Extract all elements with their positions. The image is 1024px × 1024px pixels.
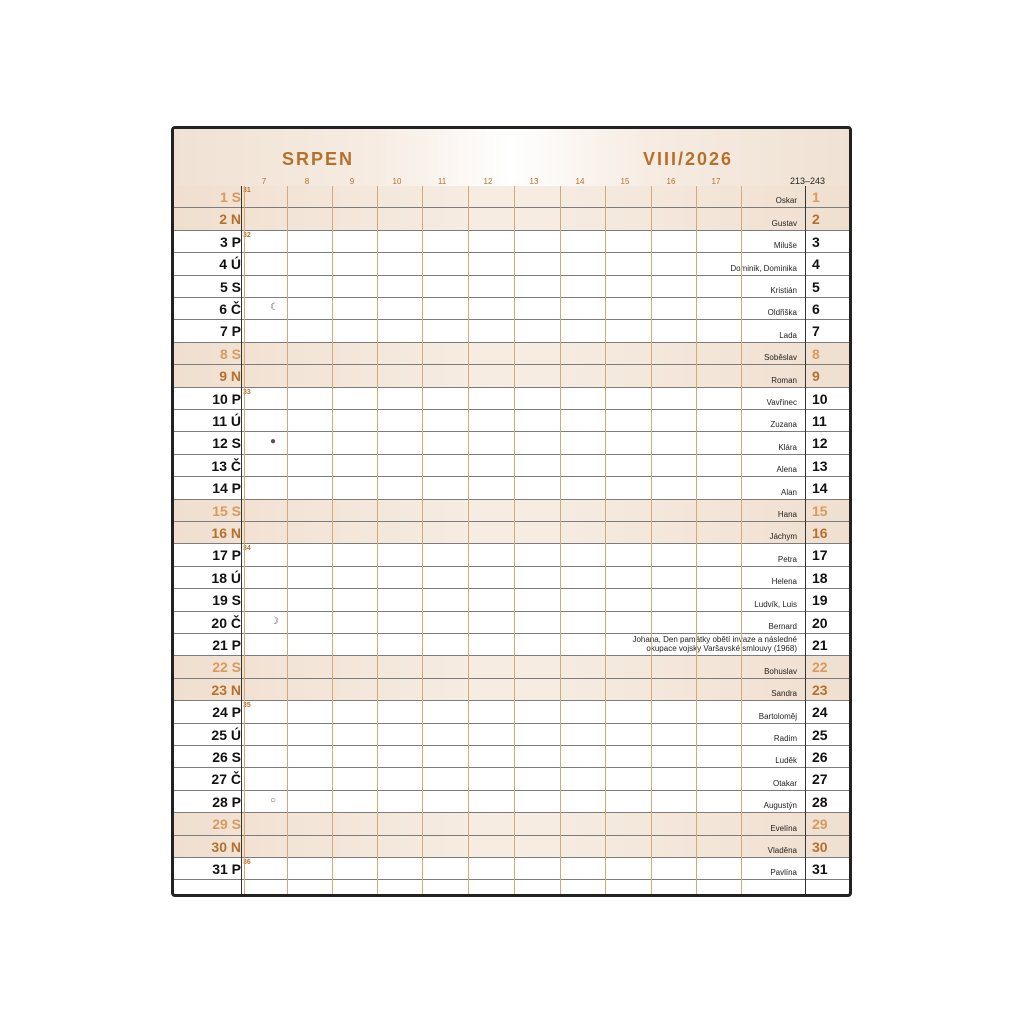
day-label: 20 Č: [211, 614, 241, 631]
moon-phase-icon: ●: [270, 436, 277, 448]
day-number: 23: [812, 681, 828, 698]
day-row[interactable]: [174, 455, 849, 477]
day-number: 28: [812, 793, 828, 810]
day-label: 11 Ú: [212, 413, 241, 429]
day-label: 18 Ú: [211, 569, 241, 586]
day-label: 10 P: [212, 390, 241, 407]
column-divider: [805, 186, 806, 894]
name-day: Soběslav: [764, 353, 797, 363]
day-row[interactable]: [174, 634, 849, 656]
name-day: Oskar: [775, 196, 797, 206]
week-number: 33: [243, 388, 251, 396]
day-row[interactable]: [174, 477, 849, 499]
day-number: 25: [812, 726, 828, 743]
hour-gridline: [514, 186, 515, 894]
day-number: 6: [812, 301, 820, 317]
name-day: Pavlína: [770, 868, 797, 878]
name-day: Hana: [777, 509, 797, 519]
day-row[interactable]: [174, 679, 849, 701]
hour-gridline: [696, 186, 697, 894]
hour-gridline: [651, 186, 652, 894]
hour-label: 14: [575, 177, 585, 186]
name-day: Miluše: [773, 241, 797, 251]
day-label: 23 N: [211, 681, 241, 698]
day-row[interactable]: [174, 432, 849, 454]
day-row[interactable]: [174, 208, 849, 230]
day-number: 26: [812, 749, 828, 765]
name-day: Ludvík, Luis: [754, 599, 797, 609]
column-divider: [241, 186, 242, 894]
day-number: 12: [812, 435, 828, 452]
name-day: Bartoloměj: [758, 711, 797, 721]
name-day: Otakar: [772, 778, 797, 788]
week-number: 34: [243, 545, 251, 553]
day-label: 9 N: [219, 368, 241, 385]
day-label: 3 P: [219, 233, 241, 250]
day-label: 24 P: [212, 704, 241, 721]
day-row[interactable]: [174, 567, 849, 589]
name-day: Augustýn: [763, 801, 797, 811]
hour-label: 7: [261, 177, 267, 186]
day-row[interactable]: [174, 186, 849, 208]
day-row[interactable]: [174, 276, 849, 298]
name-day: Roman: [771, 375, 797, 385]
hour-gridline: [244, 186, 245, 894]
hour-gridline: [560, 186, 561, 894]
week-number: 32: [243, 231, 251, 239]
name-day: Bohuslav: [764, 666, 797, 676]
day-row[interactable]: [174, 813, 849, 835]
day-number: 19: [812, 592, 828, 609]
name-day: Bernard: [768, 621, 797, 631]
name-day: Radim: [773, 733, 797, 743]
day-label: 25 Ú: [211, 726, 241, 743]
day-row[interactable]: [174, 298, 849, 320]
day-number: 8: [812, 345, 820, 362]
day-row[interactable]: [174, 388, 849, 410]
day-label: 15 S: [212, 502, 241, 519]
hour-gridline: [287, 186, 288, 894]
day-label: 1 S: [219, 189, 241, 205]
day-number: 11: [812, 413, 827, 429]
hour-label: 16: [666, 177, 676, 186]
day-number: 20: [812, 614, 828, 631]
name-day: Lada: [779, 330, 797, 340]
name-day: Alena: [776, 465, 797, 475]
name-day: Vladěna: [767, 845, 797, 855]
day-row[interactable]: [174, 343, 849, 365]
day-number: 17: [812, 547, 828, 564]
day-label: 13 Č: [211, 457, 241, 474]
day-label: 22 S: [212, 659, 241, 676]
day-number: 5: [812, 278, 820, 295]
day-row[interactable]: [174, 231, 849, 253]
day-number: 3: [812, 233, 820, 250]
name-day: Johana, Den památky obětí invaze a následné okupace vojsky Varšavské smlouvy (1968): [632, 635, 797, 654]
moon-phase-icon: ○: [270, 794, 277, 806]
day-row[interactable]: [174, 791, 849, 813]
day-number: 2: [812, 211, 820, 228]
day-row[interactable]: [174, 656, 849, 678]
week-number: 31: [243, 187, 251, 194]
day-number: 14: [812, 480, 828, 497]
day-label: 27 Č: [211, 771, 241, 788]
day-row[interactable]: [174, 544, 849, 566]
day-row[interactable]: [174, 410, 849, 432]
hour-label: 12: [483, 177, 493, 186]
hour-label: 15: [620, 177, 630, 186]
week-number: 35: [243, 702, 251, 710]
day-number: 27: [812, 771, 828, 788]
hour-gridline: [741, 186, 742, 894]
day-label: 7 P: [219, 323, 241, 340]
day-label: 17 P: [212, 547, 241, 564]
hour-label: 8: [304, 177, 310, 186]
day-label: 31 P: [212, 861, 241, 877]
day-number: 4: [812, 256, 820, 273]
day-label: 2 N: [219, 211, 241, 228]
day-label: 19 S: [212, 592, 241, 609]
day-number: 29: [812, 816, 828, 833]
day-label: 21 P: [212, 637, 241, 653]
day-number: 9: [812, 368, 820, 385]
day-number: 24: [812, 704, 828, 721]
day-label: 30 N: [211, 838, 241, 855]
day-row[interactable]: [174, 612, 849, 634]
name-day: Evelína: [770, 823, 797, 833]
name-day: Oldřiška: [767, 308, 797, 318]
day-row[interactable]: [174, 858, 849, 880]
hour-gridline: [422, 186, 423, 894]
day-row[interactable]: [174, 724, 849, 746]
moon-phase-icon: ☽: [270, 615, 279, 627]
hour-label: 17: [711, 177, 721, 186]
day-grid: [174, 186, 849, 894]
hour-label: 9: [349, 177, 355, 186]
day-row[interactable]: [174, 768, 849, 790]
day-number: 13: [812, 457, 828, 474]
hour-gridline: [332, 186, 333, 894]
day-label: 16 N: [211, 525, 241, 541]
hour-label: 10: [392, 177, 402, 186]
name-day: Kristián: [770, 285, 797, 295]
day-row[interactable]: [174, 746, 849, 768]
day-number: 30: [812, 838, 828, 855]
day-number: 15: [812, 502, 828, 519]
name-day: Jáchym: [769, 532, 797, 542]
day-row[interactable]: [174, 500, 849, 522]
day-row[interactable]: [174, 253, 849, 275]
day-row[interactable]: [174, 589, 849, 611]
month-name: SRPEN: [282, 149, 355, 169]
day-label: 28 P: [212, 793, 241, 810]
hour-label: 13: [529, 177, 539, 186]
hour-gridline: [605, 186, 606, 894]
day-row[interactable]: [174, 701, 849, 723]
day-row[interactable]: [174, 522, 849, 544]
day-label: 5 S: [219, 278, 241, 295]
name-day: Petra: [777, 554, 797, 564]
day-number: 31: [812, 861, 828, 877]
day-label: 14 P: [212, 480, 241, 497]
calendar-header: [174, 129, 849, 186]
name-day: Alan: [780, 487, 797, 497]
day-label: 29 S: [212, 816, 241, 833]
day-of-year-range: 213–243: [790, 176, 826, 186]
week-number: 36: [243, 859, 251, 866]
day-label: 12 S: [212, 435, 241, 452]
hour-gridline: [468, 186, 469, 894]
day-row[interactable]: [174, 320, 849, 342]
day-label: 4 Ú: [219, 256, 241, 273]
calendar-page: [171, 126, 852, 897]
day-number: 7: [812, 323, 820, 340]
name-day: Luděk: [775, 756, 797, 766]
day-label: 26 S: [212, 749, 241, 765]
name-day: Zuzana: [770, 420, 797, 430]
name-day: Helena: [771, 577, 797, 587]
day-number: 21: [812, 637, 828, 653]
moon-phase-icon: ☾: [270, 302, 279, 313]
name-day: Vavřinec: [766, 397, 797, 407]
day-number: 10: [812, 390, 828, 407]
day-number: 22: [812, 659, 828, 676]
hour-gridline: [377, 186, 378, 894]
day-label: 6 Č: [219, 301, 241, 317]
name-day: Klára: [778, 442, 797, 452]
hour-label: 11: [437, 177, 447, 186]
name-day: Dominik, Dominika: [730, 263, 797, 273]
name-day: Gustav: [771, 218, 797, 228]
day-row[interactable]: [174, 836, 849, 858]
name-day: Sandra: [771, 689, 797, 699]
day-number: 18: [812, 569, 828, 586]
day-number: 1: [812, 189, 820, 205]
month-year: VIII/2026: [643, 149, 734, 169]
day-number: 16: [812, 525, 828, 541]
day-row[interactable]: [174, 365, 849, 387]
day-label: 8 S: [219, 345, 241, 362]
